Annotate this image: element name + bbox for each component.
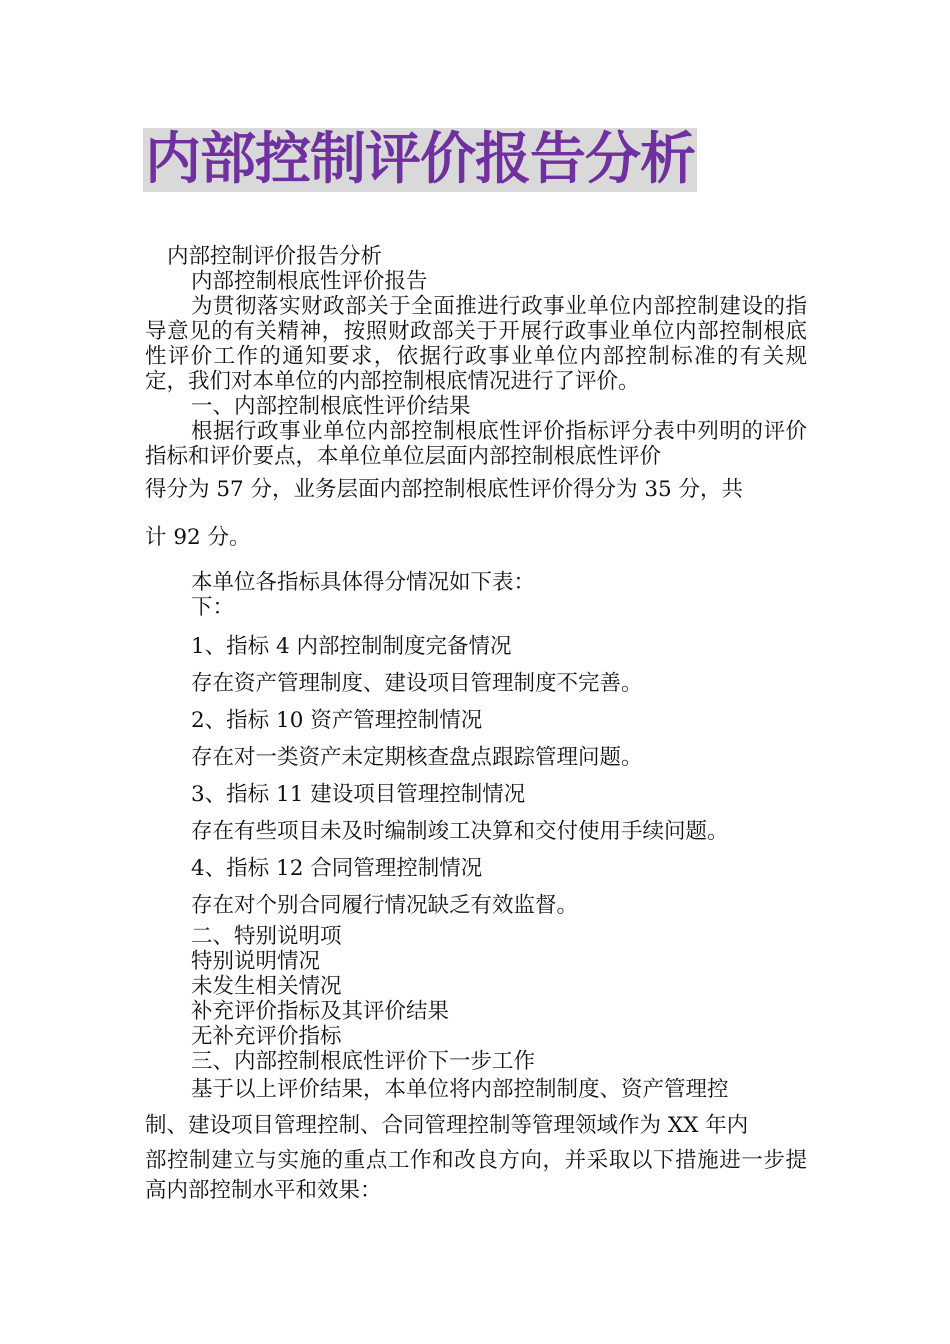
intro-paragraph: 为贯彻落实财政部关于全面推进行政事业单位内部控制建设的指导意见的有关精神，按照财政部关于开展行政事业单位内部控制根底性评价工作的通知要求，依据行政事业单位内部控制标准的有关规定，我们对本单位的内部控制根底情况进行了评价。 bbox=[145, 294, 807, 394]
supplement-value: 无补充评价指标 bbox=[191, 1024, 342, 1049]
list-item-detail: 存在对一类资产未定期核查盘点跟踪管理问题。 bbox=[191, 745, 643, 770]
document-body bbox=[145, 244, 807, 1206]
indicator-list bbox=[145, 628, 807, 924]
list-item: 3、指标 11 建设项目管理控制情况 bbox=[191, 782, 526, 807]
section3-heading: 三、内部控制根底性评价下一步工作 bbox=[191, 1049, 536, 1074]
section2-heading: 二、特别说明项 bbox=[191, 924, 342, 949]
subtitle: 内部控制评价报告分析 bbox=[167, 244, 383, 269]
section3-paragraph-end: 部控制建立与实施的重点工作和改良方向，并采取以下措施进一步提高内部控制水平和效果： bbox=[145, 1148, 807, 1203]
table-intro: 本单位各指标具体得分情况如下表： bbox=[191, 570, 536, 595]
special-label: 特别说明情况 bbox=[191, 949, 321, 974]
section1-paragraph-end: 计 92 分。 bbox=[145, 525, 251, 550]
list-item-detail: 存在资产管理制度、建设项目管理制度不完善。 bbox=[191, 671, 643, 696]
supplement-label: 补充评价指标及其评价结果 bbox=[191, 999, 450, 1024]
section3-paragraph-line: 制、建设项目管理控制、合同管理控制等管理领域作为 XX 年内 bbox=[145, 1113, 749, 1138]
section1-paragraph-line: 得分为 57 分，业务层面内部控制根底性评价得分为 35 分，共 bbox=[145, 477, 744, 502]
report-title: 内部控制根底性评价报告 bbox=[191, 269, 428, 294]
list-item-detail: 存在对个别合同履行情况缺乏有效监督。 bbox=[191, 893, 579, 918]
list-item: 1、指标 4 内部控制制度完备情况 bbox=[191, 634, 512, 659]
list-item: 4、指标 12 合同管理控制情况 bbox=[191, 856, 483, 881]
special-value: 未发生相关情况 bbox=[191, 974, 342, 999]
section3-paragraph: 基于以上评价结果，本单位将内部控制制度、资产管理控 bbox=[191, 1077, 729, 1102]
table-intro-cont: 下： bbox=[191, 595, 235, 620]
section1-heading: 一、内部控制根底性评价结果 bbox=[191, 394, 471, 419]
list-item-detail: 存在有些项目未及时编制竣工决算和交付使用手续问题。 bbox=[191, 819, 729, 844]
list-item: 2、指标 10 资产管理控制情况 bbox=[191, 708, 483, 733]
section1-paragraph: 根据行政事业单位内部控制根底性评价指标评分表中列明的评价指标和评价要点，本单位单位层面内部控制根底性评价 bbox=[145, 419, 807, 469]
document-title: 内部控制评价报告分析 bbox=[145, 127, 695, 192]
